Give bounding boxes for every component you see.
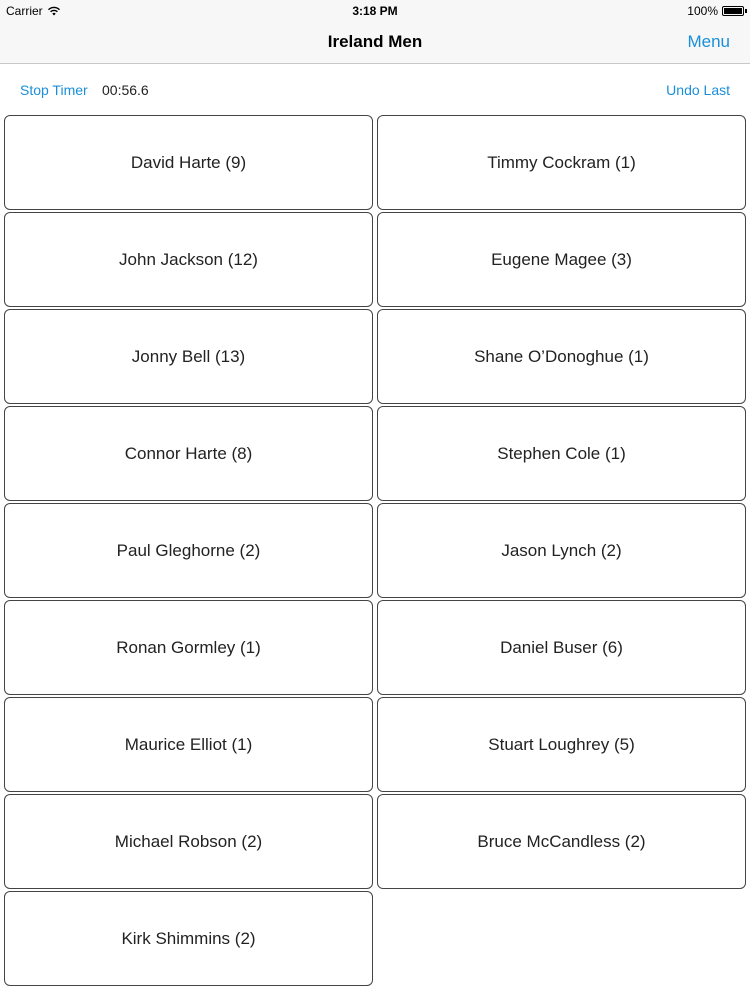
navigation-bar bbox=[0, 22, 750, 64]
page-title: Ireland Men bbox=[327, 32, 423, 51]
player-button[interactable]: Jason Lynch (2) bbox=[377, 503, 746, 598]
stop-timer-button[interactable]: Stop Timer bbox=[20, 82, 88, 98]
player-button[interactable]: Eugene Magee (3) bbox=[377, 212, 746, 307]
player-button[interactable]: Stuart Loughrey (5) bbox=[377, 697, 746, 792]
menu-button[interactable]: Menu bbox=[687, 32, 730, 51]
timer-display: 00:56.6 bbox=[102, 82, 149, 98]
player-button[interactable]: Stephen Cole (1) bbox=[377, 406, 746, 501]
player-button[interactable]: John Jackson (12) bbox=[4, 212, 373, 307]
player-button[interactable]: Shane O’Donoghue (1) bbox=[377, 309, 746, 404]
player-button[interactable]: Maurice Elliot (1) bbox=[4, 697, 373, 792]
status-bar bbox=[0, 0, 750, 22]
player-button[interactable]: Timmy Cockram (1) bbox=[377, 115, 746, 210]
player-button[interactable]: David Harte (9) bbox=[4, 115, 373, 210]
battery-percent: 100% bbox=[687, 4, 718, 18]
player-button[interactable]: Michael Robson (2) bbox=[4, 794, 373, 889]
carrier-label: Carrier bbox=[6, 4, 43, 18]
battery-fill bbox=[724, 8, 742, 14]
player-button[interactable]: Connor Harte (8) bbox=[4, 406, 373, 501]
player-button[interactable]: Paul Gleghorne (2) bbox=[4, 503, 373, 598]
battery-tip bbox=[745, 9, 747, 13]
player-button[interactable]: Bruce McCandless (2) bbox=[377, 794, 746, 889]
status-time: 3:18 PM bbox=[352, 4, 398, 18]
player-button[interactable]: Jonny Bell (13) bbox=[4, 309, 373, 404]
status-right bbox=[687, 4, 744, 18]
battery-icon bbox=[722, 6, 744, 16]
timer-toolbar bbox=[0, 64, 750, 114]
undo-last-button[interactable]: Undo Last bbox=[666, 82, 730, 98]
player-grid bbox=[4, 115, 746, 986]
player-button[interactable]: Ronan Gormley (1) bbox=[4, 600, 373, 695]
player-button[interactable]: Daniel Buser (6) bbox=[377, 600, 746, 695]
player-button[interactable]: Kirk Shimmins (2) bbox=[4, 891, 373, 986]
